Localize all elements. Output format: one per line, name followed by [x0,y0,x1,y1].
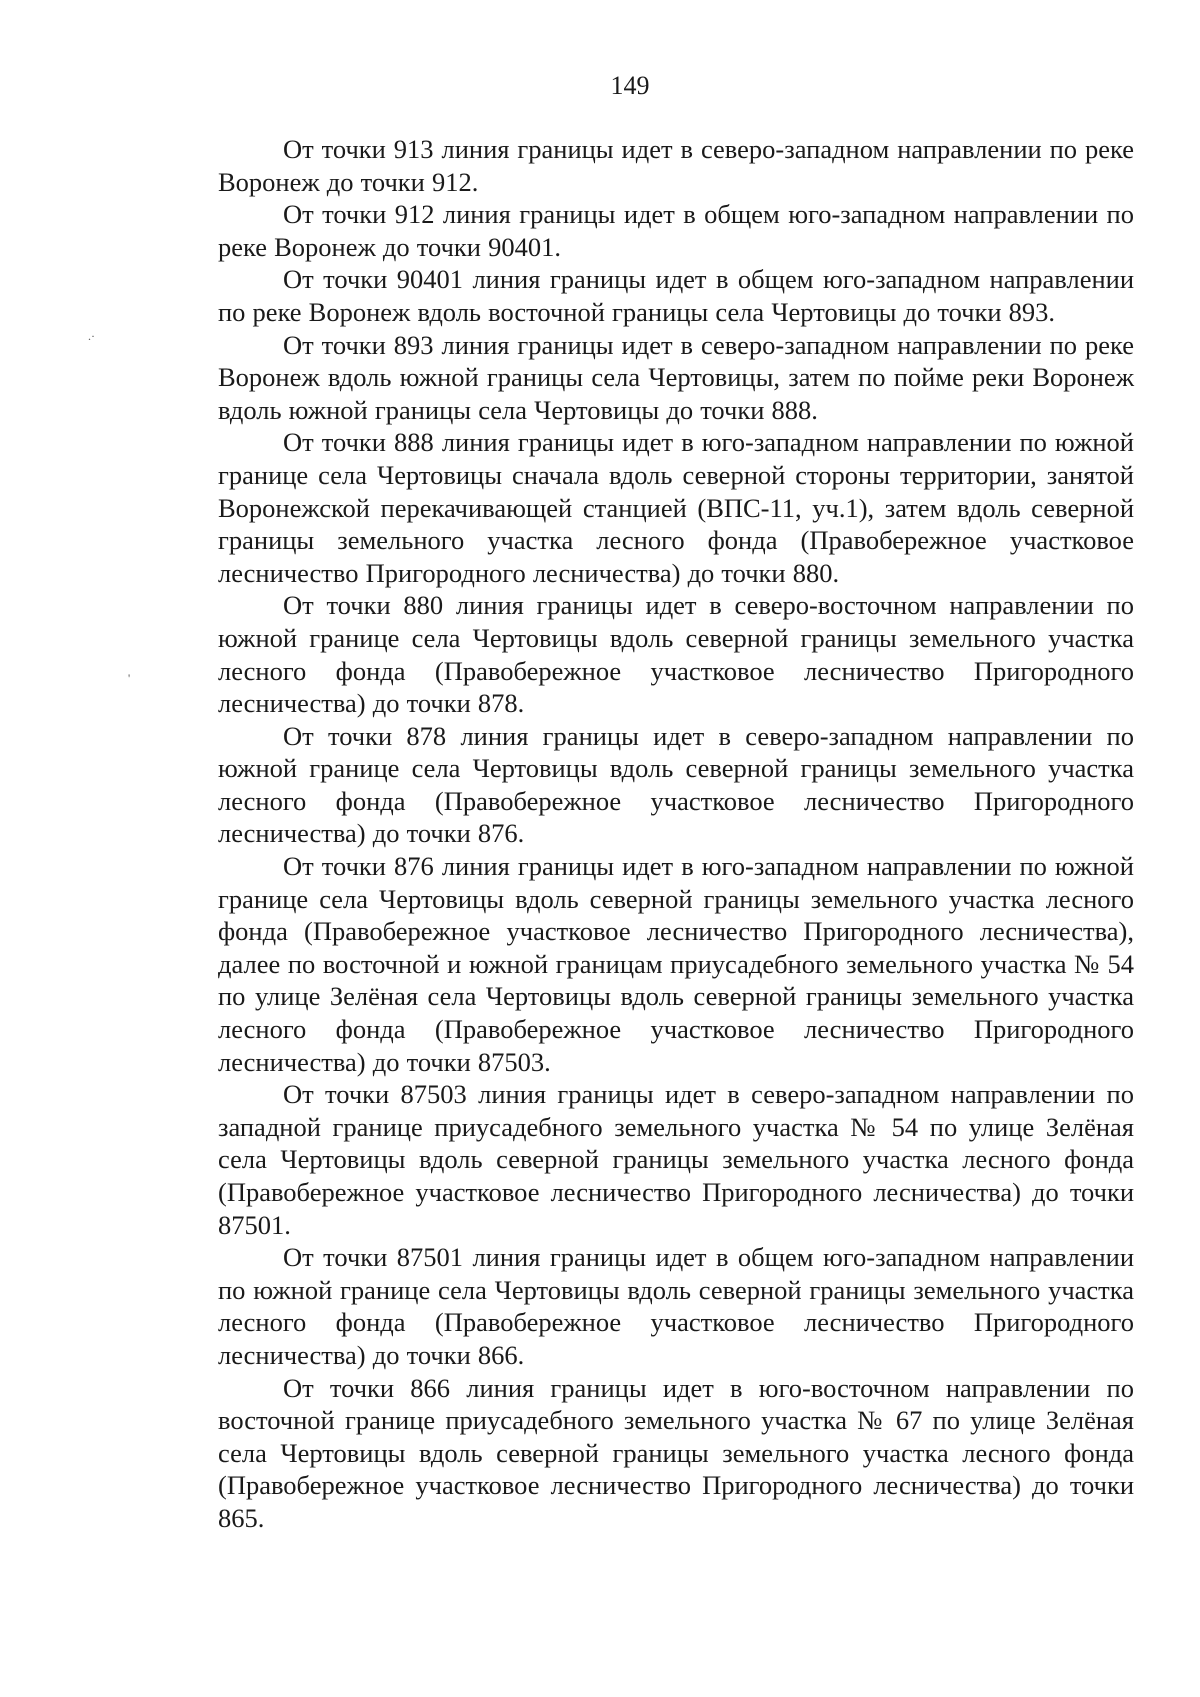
paragraph: От точки 913 линия границы идет в северо-западном направлении по реке Воронеж до точки 912. [218,134,1134,197]
paragraph: От точки 912 линия границы идет в общем юго-западном направлении по реке Воронеж до точки 90401. [218,199,1134,262]
paragraph: От точки 866 линия границы идет в юго-восточном направлении по восточной границе приусадебного земельного участка № 67 по улице Зелёная села Чертовицы вдоль северной границы земельного участка лесного фонда (Правобережное участковое лесничество Пригородного лесничества) до точки 865. [218,1372,1134,1533]
paragraph: От точки 87501 линия границы идет в общем юго-западном направлении по южной границе села Чертовицы вдоль северной границы земельного участка лесного фонда (Правобережное участковое лесничество Пригородного лесничества) до точки 866. [218,1242,1134,1370]
page-number: 149 [610,71,650,100]
scan-speck: ' [128,671,131,685]
paragraph: От точки 878 линия границы идет в северо-западном направлении по южной границе села Чертовицы вдоль северной границы земельного участка лесного фонда (Правобережное участковое лесничество Пригородного лесничества) до точки 876. [218,720,1134,849]
scan-speck: .· [88,329,95,343]
body-text [218,133,1134,1535]
paragraph: От точки 888 линия границы идет в юго-западном направлении по южной границе села Чертовицы сначала вдоль северной стороны территории, занятой Воронежской перекачивающей станцией (ВПС-11, уч.1), затем вдоль северной границы земельного участка лесного фонда (Правобережное участковое лесничество Пригородного лесничества) до точки 880. [218,427,1134,588]
paragraph: От точки 893 линия границы идет в северо-западном направлении по реке Воронеж вдоль южной границы села Чертовицы, затем по пойме реки Воронеж вдоль южной границы села Чертовицы до точки 888. [218,329,1134,425]
paragraph: От точки 87503 линия границы идет в северо-западном направлении по западной границе приусадебного земельного участка № 54 по улице Зелёная села Чертовицы вдоль северной границы земельного участка лесного фонда (Правобережное участковое лесничество Пригородного лесничества) до точки 87501. [218,1079,1134,1240]
paragraph: От точки 880 линия границы идет в северо-восточном направлении по южной границе села Чертовицы вдоль северной границы земельного участка лесного фонда (Правобережное участковое лесничество Пригородного лесничества) до точки 878. [218,590,1134,719]
paragraph: От точки 876 линия границы идет в юго-западном направлении по южной границе села Чертовицы вдоль северной границы земельного участка лесного фонда (Правобережное участковое лесничество Пригородного лесничества), далее по восточной и южной границам приусадебного земельного участка № 54 по улице Зелёная села Чертовицы вдоль северной границы земельного участка лесного фонда (Правобережное участковое лесничество Пригородного лесничества) до точки 87503. [218,851,1134,1077]
paragraph: От точки 90401 линия границы идет в общем юго-западном направлении по реке Воронеж вдоль восточной границы села Чертовицы до точки 893. [218,264,1134,327]
